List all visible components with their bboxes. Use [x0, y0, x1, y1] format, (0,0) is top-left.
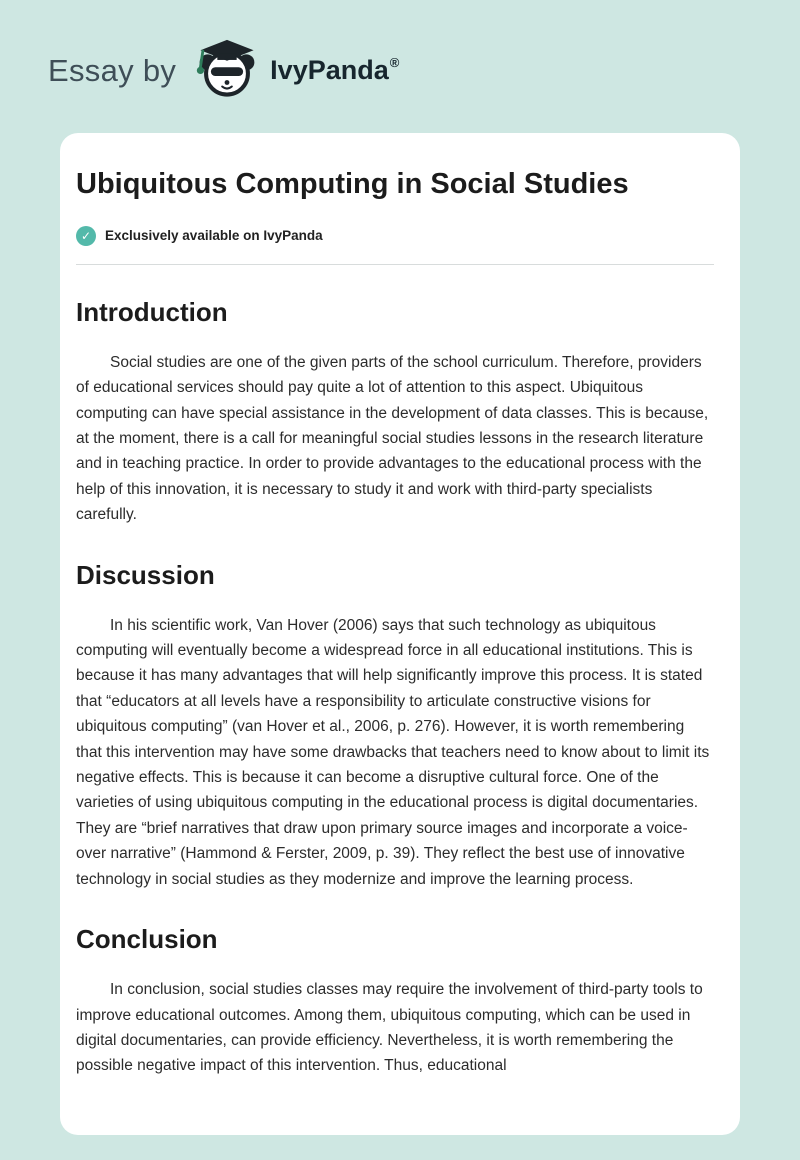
availability-badge	[76, 226, 714, 246]
essay-title: Ubiquitous Computing in Social Studies	[76, 168, 629, 200]
section-conclusion	[76, 924, 714, 1079]
brand-text: IvyPanda	[270, 55, 389, 85]
section-introduction	[76, 297, 714, 528]
panda-graduate-icon	[194, 38, 260, 103]
section-paragraph: In conclusion, social studies classes may require the involvement of third-party tools to improve educational outcomes. Among them, ubiquitous computing, which can be used in digital documentaries, can provide efficiency. Nevertheless, it is worth remembering the possible negative impact of this intervention. Thus, educational	[76, 981, 703, 1075]
essay-by-label: Essay by	[48, 52, 177, 88]
section-heading: Discussion	[76, 559, 215, 590]
registered-mark: ®	[389, 55, 400, 70]
section-heading: Introduction	[76, 296, 228, 327]
section-paragraph: In his scientific work, Van Hover (2006) says that such technology as ubiquitous computing will eventually become a widespread force in all educational institutions. This is because it has many advantages that will help significantly improve this process. It is stated that “educators at all levels have a responsibility to articulate constructive visions for ubiquitous computing” (van Hover et al., 2006, p. 276). However, it is worth remembering that this intervention may have some drawbacks that teachers need to know about to limit its negative effects. This is because it can become a disruptive cultural force. One of the varieties of using ubiquitous computing in the educational process is digital documentaries. They are “brief narratives that draw upon primary source images and incorporate a voice-over narrative” (Hammond & Ferster, 2009, p. 39). They reflect the best use of innovative technology in social studies as they modernize and improve the learning process.	[76, 616, 710, 888]
ivypanda-logo	[194, 38, 399, 103]
brand-name	[270, 57, 399, 84]
section-discussion	[76, 560, 714, 892]
availability-badge-label: Exclusively available on IvyPanda	[105, 228, 323, 244]
section-heading: Conclusion	[76, 924, 218, 955]
divider	[76, 264, 714, 265]
section-paragraph: Social studies are one of the given parts of the school curriculum. Therefore, providers of educational services should pay quite a lot of attention to this aspect. Ubiquitous computing can have special assistance in the development of data classes. This is because, at the moment, there is a call for meaningful social studies lessons in the research literature and in teaching practice. In order to provide advantages to the educational process with the help of this innovation, it is necessary to study it and work with third-party specialists carefully.	[76, 353, 709, 524]
essay-card	[60, 133, 740, 1135]
site-header	[0, 0, 800, 133]
check-icon: ✓	[76, 226, 96, 246]
